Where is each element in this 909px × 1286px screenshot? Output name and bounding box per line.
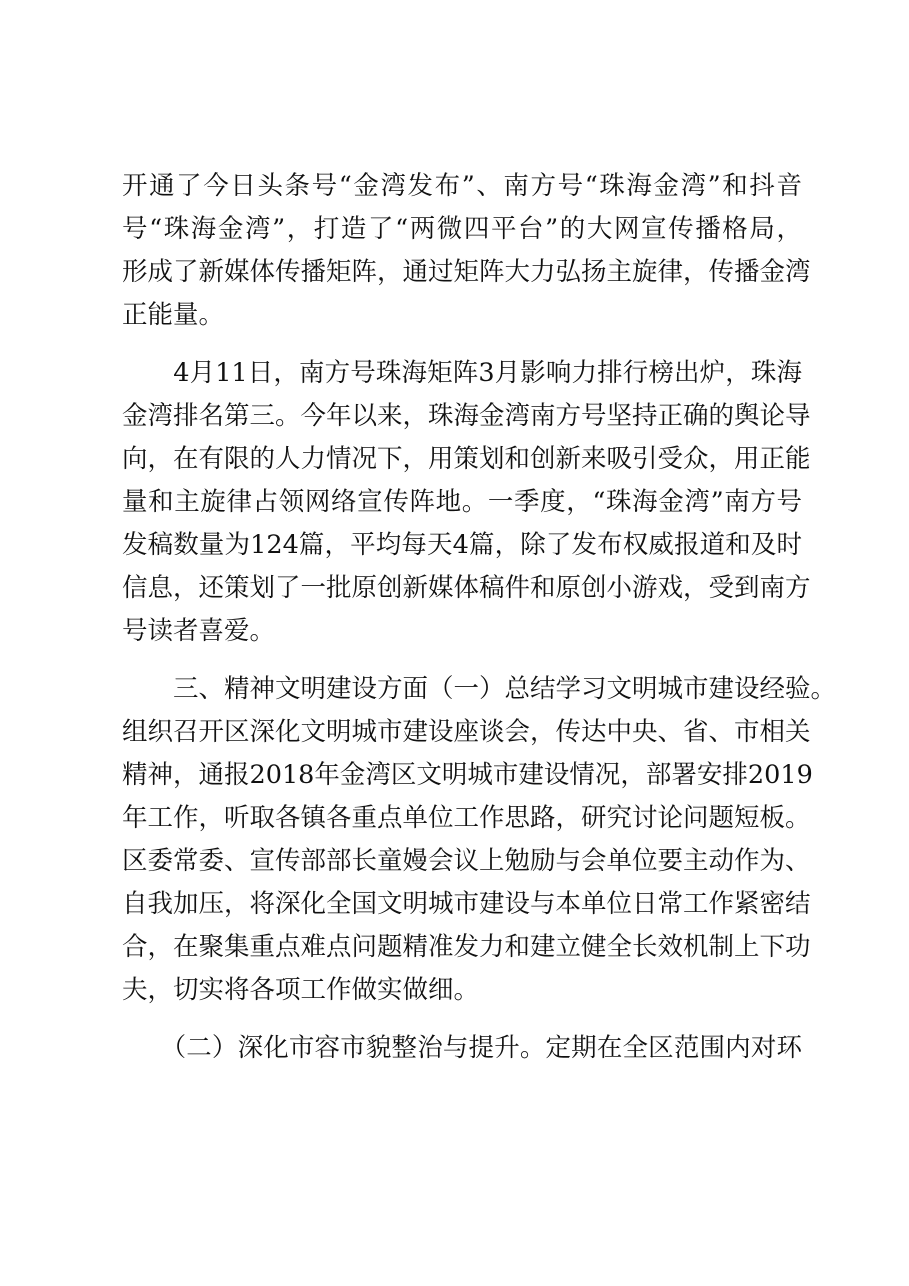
text-line: 量和主旋律占领网络宣传阵地。一季度，“珠海金湾”南方号: [122, 487, 802, 517]
text-line: 号读者喜爱。: [122, 616, 276, 646]
paragraph-1: [122, 165, 811, 337]
text-line: 自我加压，将深化全国文明城市建设与本单位日常工作紧密结: [122, 889, 811, 919]
text-line: 夫，切实将各项工作做实做细。: [122, 975, 480, 1005]
document-body: [122, 165, 837, 1070]
text-line: 合，在聚集重点难点问题精准发力和建立健全长效机制上下功: [122, 932, 811, 962]
text-line: （二）深化市容市貌整治与提升。定期在全区范围内对环: [122, 1033, 802, 1063]
text-line: 金湾排名第三。今年以来，珠海金湾南方号坚持正确的舆论导: [122, 401, 811, 431]
text-line: 组织召开区深化文明城市建设座谈会，传达中央、省、市相关: [122, 717, 811, 747]
text-line: 三、精神文明建设方面（一）总结学习文明城市建设经验。: [122, 674, 837, 704]
paragraph-3: [122, 668, 837, 1012]
text-line: 号“珠海金湾”，打造了“两微四平台”的大网宣传播格局，: [122, 214, 802, 244]
text-line: 精神，通报2018年金湾区文明城市建设情况，部署安排2019: [122, 760, 813, 790]
text-line: 向，在有限的人力情况下，用策划和创新来吸引受众，用正能: [122, 444, 811, 474]
text-line: 年工作，听取各镇各重点单位工作思路，研究讨论问题短板。: [122, 803, 811, 833]
text-line: 开通了今日头条号“金湾发布”、南方号“珠海金湾”和抖音: [122, 171, 802, 201]
text-line: 形成了新媒体传播矩阵，通过矩阵大力弘扬主旋律，传播金湾: [122, 257, 811, 287]
paragraph-4: [122, 1027, 802, 1070]
text-line: 4月11日，南方号珠海矩阵3月影响力排行榜出炉，珠海: [122, 358, 802, 388]
text-line: 区委常委、宣传部部长童嫚会议上勉励与会单位要主动作为、: [122, 846, 811, 876]
text-line: 信息，还策划了一批原创新媒体稿件和原创小游戏，受到南方: [122, 573, 811, 603]
paragraph-2: [122, 352, 811, 653]
text-line: 发稿数量为124篇，平均每天4篇，除了发布权威报道和及时: [122, 530, 802, 560]
text-line: 正能量。: [122, 300, 225, 330]
